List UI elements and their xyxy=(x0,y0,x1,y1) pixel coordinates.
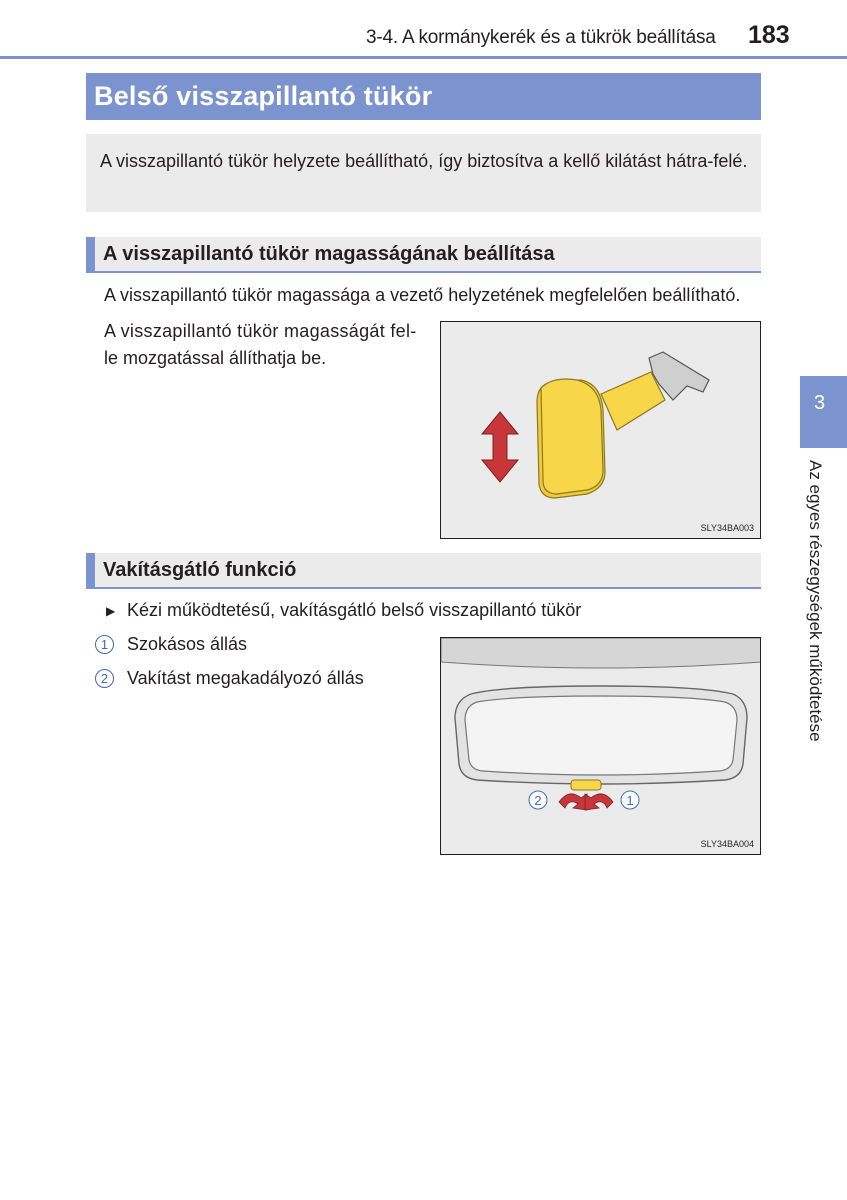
mirror-stem xyxy=(601,372,665,430)
triangle-bullet-icon: ▶ xyxy=(106,604,116,618)
windshield-header xyxy=(441,638,761,668)
figure-code: SLY34BA003 xyxy=(700,523,754,533)
subsection-heading-height xyxy=(86,237,761,273)
tilt-arrow-left-icon xyxy=(559,794,587,810)
circled-number-2: 2 xyxy=(95,669,114,688)
section-title: Belső visszapillantó tükör xyxy=(94,81,433,111)
header-rule xyxy=(0,56,847,59)
tilt-arrow-right-icon xyxy=(585,794,613,810)
figure-code: SLY34BA004 xyxy=(700,839,754,849)
antiglare-bullet-text: Kézi működtetésű, vakításgátló belső visszapillantó tükör xyxy=(127,600,582,620)
intro-text: A visszapillantó tükör helyzete beállítható, így biztosítva a kellő kilátást hátra-felé. xyxy=(100,151,748,171)
chapter-number: 3 xyxy=(813,392,826,414)
up-down-arrow-icon xyxy=(482,412,518,482)
antiglare-lever xyxy=(571,780,601,790)
mirror-body xyxy=(541,379,603,494)
figure-mirror-height xyxy=(440,321,761,539)
section-heading-bar xyxy=(86,73,761,120)
height-instruction-line2: le mozgatással állíthatja be. xyxy=(104,348,327,368)
item-normal-position: Szokásos állás xyxy=(127,634,248,654)
chapter-tab xyxy=(800,376,847,448)
mirror-glass xyxy=(465,696,737,775)
intro-box xyxy=(86,134,761,212)
marker-1-label: 1 xyxy=(626,793,634,808)
height-description: A visszapillantó tükör magassága a vezető helyzetének megfelelően beállítható. xyxy=(104,285,741,305)
figure-antiglare-mirror xyxy=(440,637,761,855)
circled-number-1: 1 xyxy=(95,635,114,654)
chapter-title-vertical: Az egyes részegységek működtetése xyxy=(806,460,825,742)
item-antiglare-position: Vakítást megakadályozó állás xyxy=(127,668,364,688)
antiglare-mirror-illustration xyxy=(441,638,761,855)
running-header: 3-4. A kormánykerék és a tükrök beállítása xyxy=(366,27,716,48)
marker-2-label: 2 xyxy=(534,793,542,808)
page-number: 183 xyxy=(748,21,790,49)
subsection-heading-antiglare xyxy=(86,553,761,589)
mirror-height-illustration xyxy=(441,322,761,539)
subsection-title-height: A visszapillantó tükör magasságának beállítása xyxy=(103,243,555,265)
subsection-title-antiglare: Vakításgátló funkció xyxy=(103,559,297,581)
height-instruction-line1: A visszapillantó tükör magasságát fel- xyxy=(104,321,417,341)
